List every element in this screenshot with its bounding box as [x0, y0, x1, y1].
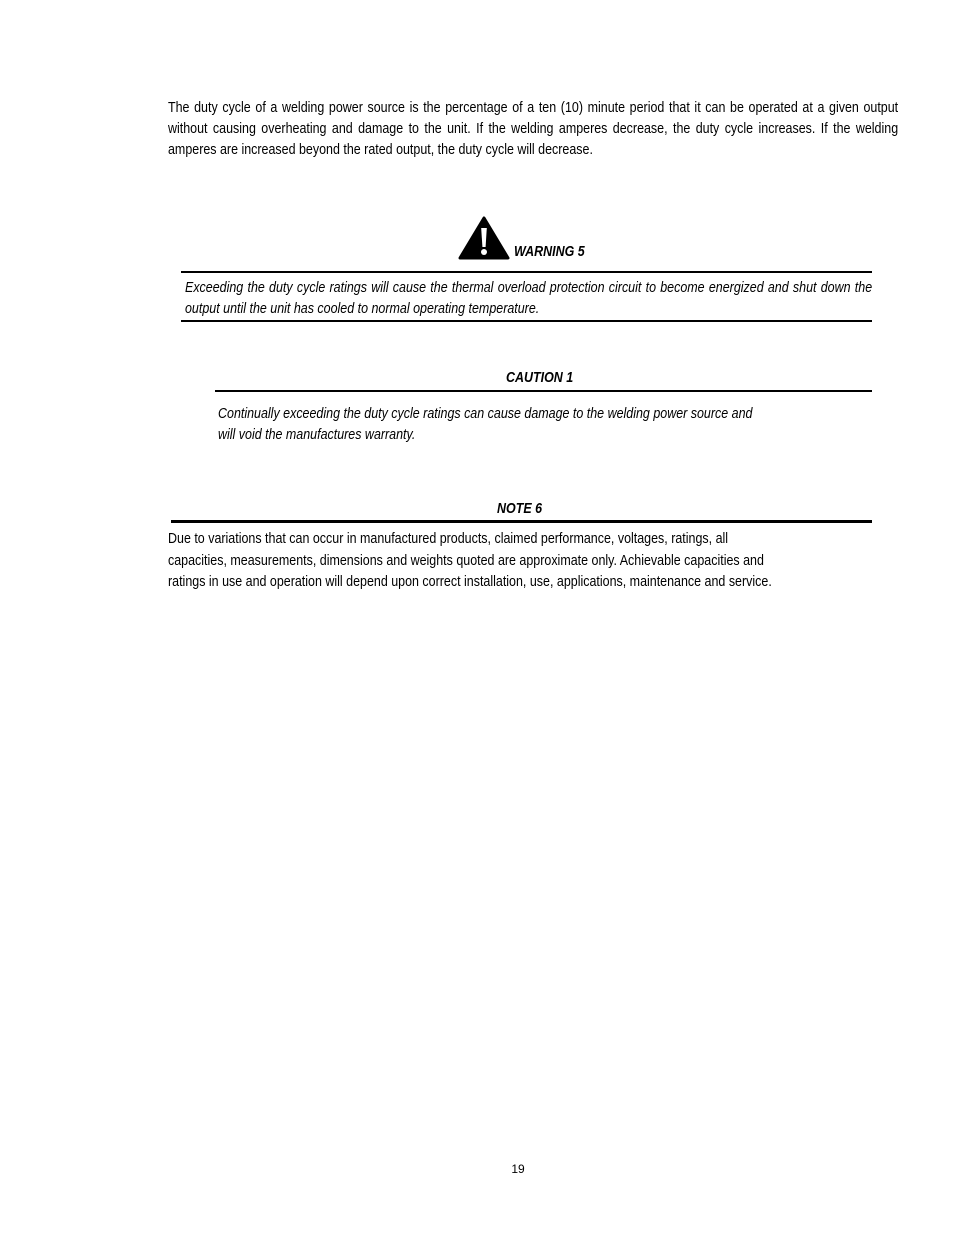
note-line: capacities, measurements, dimensions and weights quoted are approximate only. Achievable capacities and: [168, 552, 764, 569]
caution-rule: [215, 390, 872, 392]
warning-heading: [458, 216, 596, 260]
caution-title: CAUTION 1: [506, 370, 574, 386]
note-title: NOTE 6: [497, 501, 543, 517]
caution-line: Continually exceeding the duty cycle ratings can cause damage to the welding power source and: [218, 406, 753, 422]
warning-bottom-rule: [181, 320, 872, 322]
duty-cycle-paragraph: The duty cycle of a welding power source is the percentage of a ten (10) minute period that it can be operated at a given output without causing overheating and damage to the unit. If the welding amperes decrease, the duty cycle increases. If the welding amperes are increased beyond the rated output, the duty cycle will decrease.: [168, 100, 899, 158]
caution-line: will void the manufactures warranty.: [218, 427, 416, 443]
caution-body: [218, 404, 876, 446]
warning-top-rule: [181, 271, 872, 273]
warning-body: Exceeding the duty cycle ratings will cause the thermal overload protection circuit to become energized and shut down the output until the unit has cooled to normal operating temperature.: [185, 280, 873, 317]
warning-title: WARNING 5: [514, 244, 585, 260]
note-line: Due to variations that can occur in manufactured products, claimed performance, voltages, ratings, all: [168, 531, 729, 547]
note-body: [168, 529, 890, 594]
note-rule: [171, 520, 872, 523]
warning-triangle-icon: [458, 216, 510, 260]
page-number: 19: [511, 1162, 525, 1176]
note-line: ratings in use and operation will depend upon correct installation, use, applications, maintenance and service.: [168, 574, 772, 590]
